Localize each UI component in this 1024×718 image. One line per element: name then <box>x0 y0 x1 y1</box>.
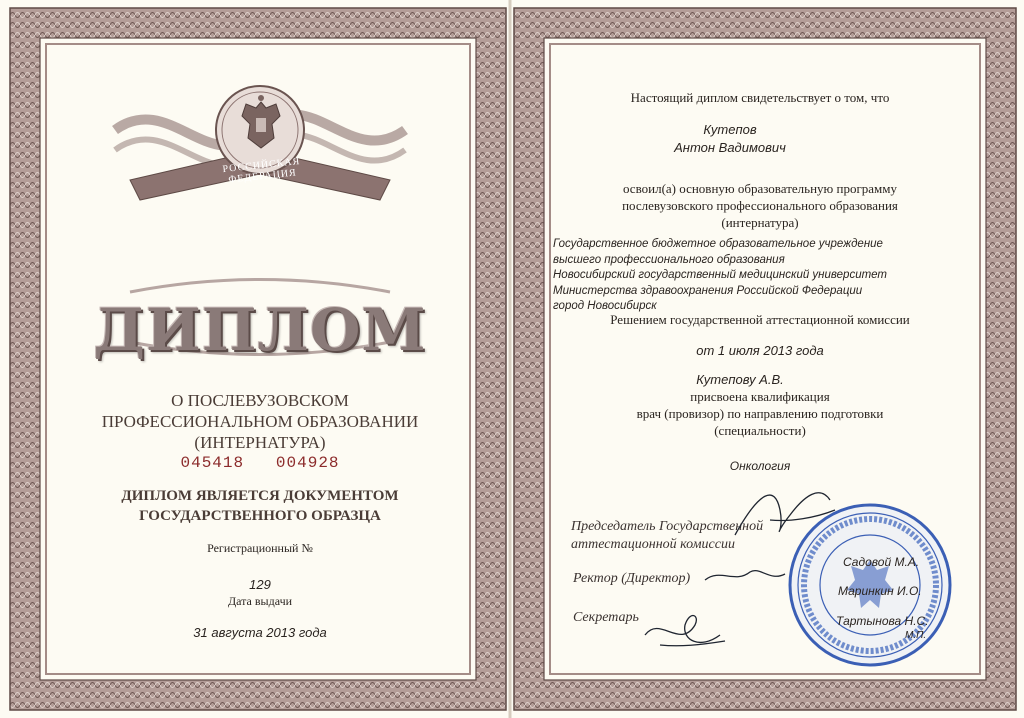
recipient-name: Кутепову А.В. <box>696 372 784 387</box>
rector-label: Ректор (Директор) <box>573 571 691 586</box>
chair-label-line: Председатель Государственной <box>571 519 764 534</box>
institution-line: Министерства здравоохранения Российской Федерации <box>553 284 863 297</box>
certificate-intro: Настоящий диплом свидетельствует о том, что <box>630 90 890 105</box>
issue-date-value: 31 августа 2013 года <box>193 625 327 640</box>
status-line: ГОСУДАРСТВЕННОГО ОБРАЗЦА <box>139 508 381 524</box>
document-status <box>60 486 460 526</box>
qualification-line: (специальности) <box>714 423 806 438</box>
seal-stamp-mark: М.П. <box>905 630 927 641</box>
program-description <box>560 180 960 231</box>
graduate-name: Антон Вадимович <box>674 140 786 155</box>
subtitle-line: О ПОСЛЕВУЗОВСКОМ <box>171 391 349 410</box>
decision-date: от 1 июля 2013 года <box>696 343 824 358</box>
chair-signature <box>730 480 840 550</box>
graduate-surname: Кутепов <box>703 122 757 137</box>
secretary-signature <box>640 605 730 655</box>
program-line: послевузовского профессионального образования <box>622 198 898 213</box>
chair-label-line: аттестационной комиссии <box>571 537 735 552</box>
qualification-line: врач (провизор) по направлению подготовки <box>636 406 884 421</box>
double-headed-eagle-icon <box>236 94 286 154</box>
diploma-number: 004928 <box>275 454 340 472</box>
status-line: ДИПЛОМ ЯВЛЯЕТСЯ ДОКУМЕНТОМ <box>121 488 399 504</box>
secretary-name: Тартынова Н.С. <box>836 614 929 628</box>
program-line: (интернатура) <box>721 215 799 230</box>
chair-name: Садовой М.А. <box>843 555 920 569</box>
subtitle-line: ПРОФЕССИОНАЛЬНОМ ОБРАЗОВАНИИ <box>101 412 419 431</box>
diploma-title: ДИПЛОМ <box>93 296 427 364</box>
registration-value: 129 <box>249 577 271 592</box>
institution-name <box>553 237 913 315</box>
subtitle-line: (ИНТЕРНАТУРА) <box>194 433 326 452</box>
secretary-label: Секретарь <box>573 610 639 625</box>
diploma-subtitle <box>60 390 460 453</box>
diploma-serial-number <box>60 454 460 472</box>
institution-line: высшего профессионального образования <box>553 253 785 266</box>
issue-date-label: Дата выдачи <box>227 594 293 608</box>
rector-name: Маринкин И.О. <box>838 584 922 598</box>
institution-line: город Новосибирск <box>553 300 657 312</box>
program-line: освоил(а) основную образовательную программу <box>622 181 897 196</box>
specialty: Онкология <box>729 459 791 473</box>
institution-line: Государственное бюджетное образовательное учреждение <box>553 238 883 250</box>
qualification-text <box>560 388 960 439</box>
diploma-series: 045418 <box>180 454 245 472</box>
commission-decision: Решением государственной аттестационной комиссии <box>610 312 910 327</box>
institution-line: Новосибирский государственный медицинский университет <box>553 269 888 281</box>
qualification-line: присвоена квалификация <box>690 389 830 404</box>
emblem-ribbon-text: РОССИЙСКАЯ ФЕДЕРАЦИЯ <box>222 155 301 186</box>
registration-label: Регистрационный № <box>207 541 313 555</box>
rector-signature <box>700 560 790 590</box>
